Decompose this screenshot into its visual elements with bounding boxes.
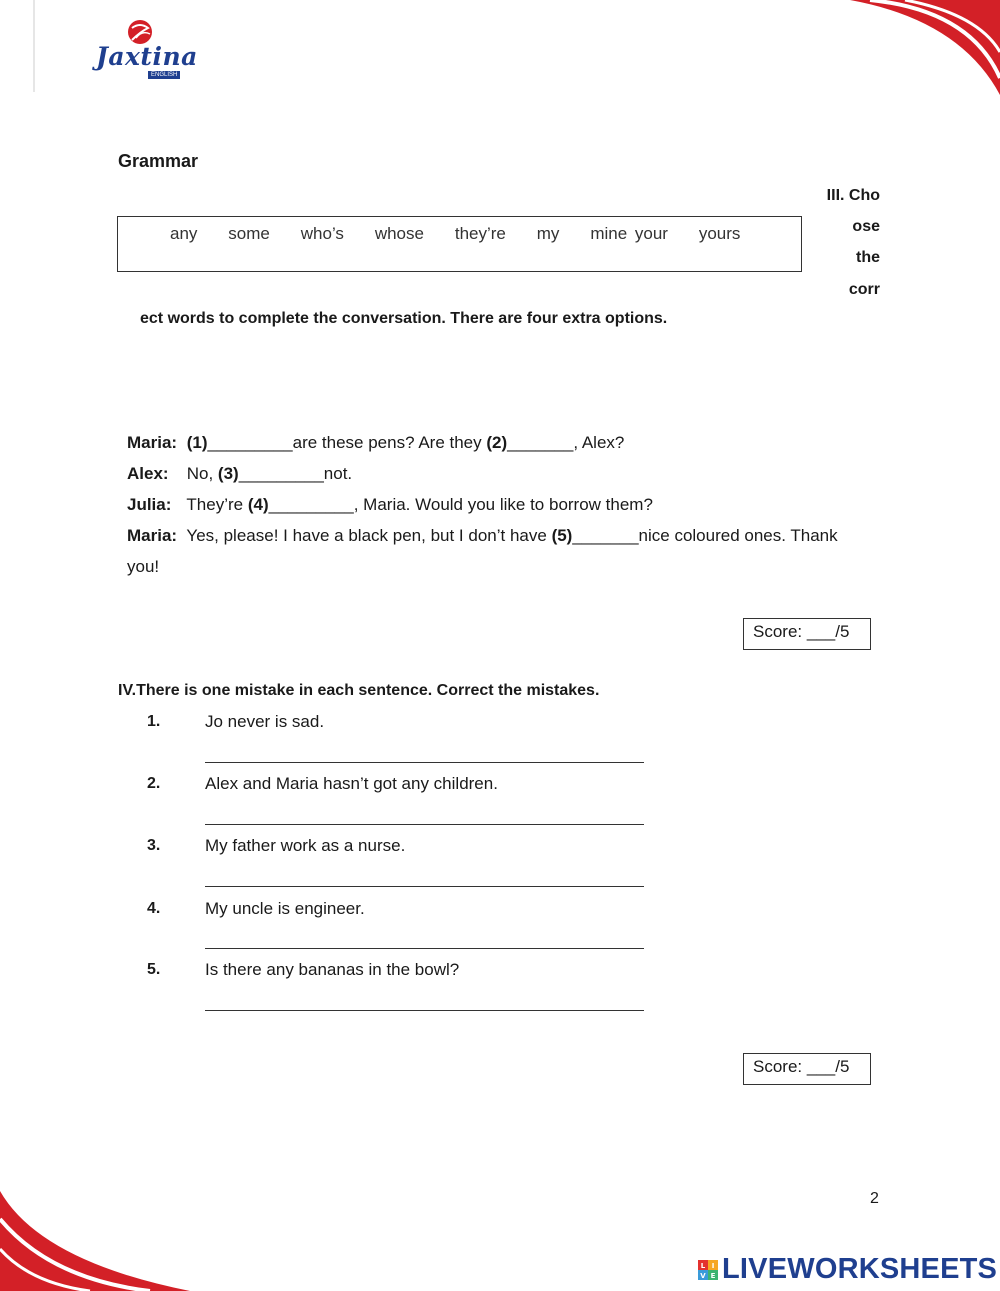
answer-blank[interactable]: _________ xyxy=(238,464,324,483)
score-label: Score: ___/5 xyxy=(753,1057,850,1076)
dialogue-text: They’re xyxy=(186,495,248,514)
answer-line[interactable] xyxy=(205,762,644,763)
answer-blank[interactable]: _________ xyxy=(207,433,293,452)
dialogue-text: Yes, please! I have a black pen, but I don’t have xyxy=(186,526,552,545)
answer-line[interactable] xyxy=(205,886,644,887)
page-number: 2 xyxy=(870,1190,879,1207)
corner-swoosh-top-right xyxy=(850,0,1000,95)
ex3-instruction: ect words to complete the conversation. There are four extra options. xyxy=(140,310,668,327)
answer-line[interactable] xyxy=(205,948,644,949)
badge-letter: I xyxy=(711,1262,715,1270)
blank-number: (4) xyxy=(247,495,269,514)
answer-blank[interactable]: _______ xyxy=(572,526,639,545)
item-number: 3. xyxy=(147,837,161,854)
corner-swoosh-bottom-left xyxy=(0,1191,190,1291)
blank-number: (2) xyxy=(486,433,508,452)
speaker-label: Maria: xyxy=(127,433,178,452)
item-number: 1. xyxy=(147,713,161,730)
speaker-label: Maria: xyxy=(127,526,178,545)
ex3-heading-fragment-4: corr xyxy=(848,281,880,298)
item-number: 4. xyxy=(147,900,161,917)
dialogue-text: No, xyxy=(186,464,218,483)
item-sentence: My uncle is engineer. xyxy=(205,899,365,918)
ex4-heading: IV.There is one mistake in each sentence. Correct the mistakes. xyxy=(118,682,600,699)
dialogue-line-4 xyxy=(127,526,838,546)
liveworksheets-badge-icon xyxy=(698,1260,718,1280)
liveworksheets-wordmark[interactable]: LIVEWORKSHEETS xyxy=(722,1253,998,1285)
item-sentence: Is there any bananas in the bowl? xyxy=(205,960,460,979)
speaker-label: Alex: xyxy=(127,464,169,483)
badge-letter: V xyxy=(700,1272,706,1280)
dialogue-line-3 xyxy=(127,495,653,515)
blank-number: (5) xyxy=(551,526,573,545)
dialogue-line-1 xyxy=(127,433,624,453)
dialogue-text: nice coloured ones. Thank xyxy=(638,526,838,545)
item-sentence: My father work as a nurse. xyxy=(205,836,406,855)
answer-blank[interactable]: _________ xyxy=(268,495,354,514)
section-title-grammar: Grammar xyxy=(118,151,199,171)
blank-number: (3) xyxy=(217,464,239,483)
word-bank-words: any some who’s whose they’re my mine your yours xyxy=(170,224,741,243)
score-box-ex3 xyxy=(743,618,871,650)
logo-subtitle: ENGLISH xyxy=(148,71,180,79)
item-sentence: Alex and Maria hasn’t got any children. xyxy=(205,774,498,793)
answer-line[interactable] xyxy=(205,1010,644,1011)
badge-letter: E xyxy=(710,1272,716,1280)
item-number: 5. xyxy=(147,961,161,978)
dialogue-text: , Alex? xyxy=(573,433,625,452)
dialogue-line-2 xyxy=(127,464,352,484)
score-label: Score: ___/5 xyxy=(753,622,850,641)
item-number: 2. xyxy=(147,775,161,792)
answer-line[interactable] xyxy=(205,824,644,825)
answer-blank[interactable]: _______ xyxy=(507,433,574,452)
logo-wordmark: Jaxtina xyxy=(96,42,198,71)
badge-letter: L xyxy=(700,1262,706,1270)
item-sentence: Jo never is sad. xyxy=(205,712,325,731)
blank-number: (1) xyxy=(186,433,208,452)
header-divider xyxy=(33,0,35,92)
ex3-heading-fragment-3: the xyxy=(856,249,880,266)
dialogue-line-4-wrap: you! xyxy=(127,557,160,576)
speaker-label: Julia: xyxy=(127,495,172,514)
ex3-heading-fragment-2: ose xyxy=(852,218,880,235)
dialogue-text: , Maria. Would you like to borrow them? xyxy=(353,495,653,514)
score-box-ex4 xyxy=(743,1053,871,1085)
dialogue-text: are these pens? Are they xyxy=(292,433,487,452)
ex3-heading-fragment-1: III. Cho xyxy=(826,187,880,204)
dialogue-text: not. xyxy=(323,464,353,483)
